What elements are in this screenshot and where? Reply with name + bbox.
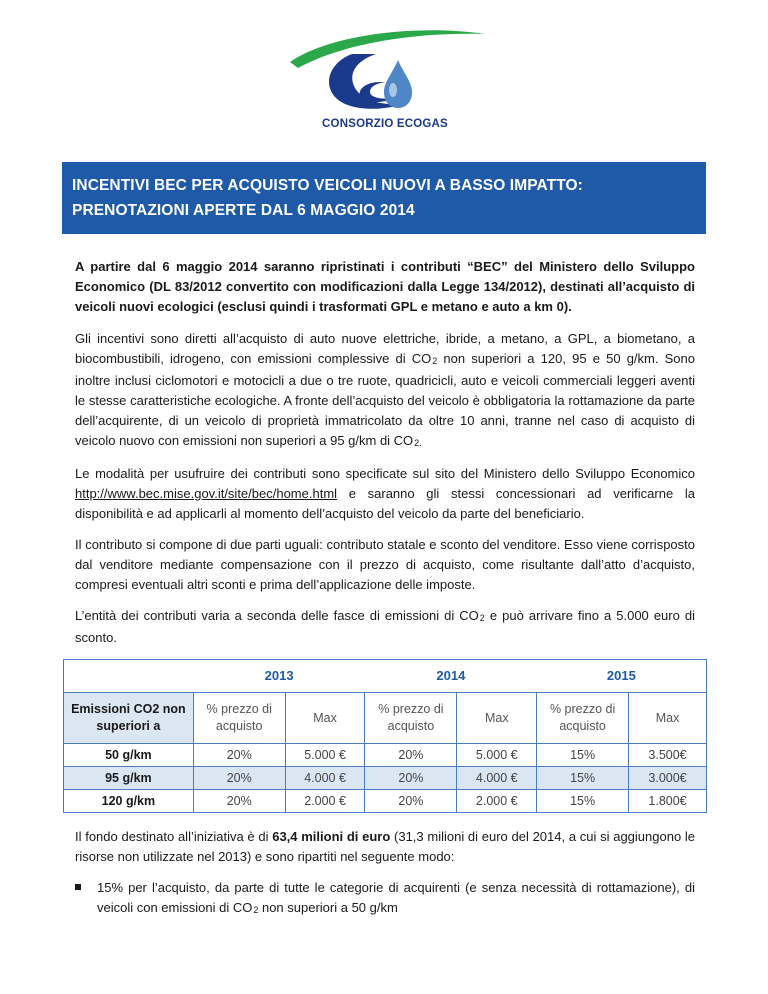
row-label: 95 g/km xyxy=(64,767,194,790)
logo-text: CONSORZIO ECOGAS xyxy=(322,118,448,130)
table-cell: 3.500€ xyxy=(629,744,707,767)
col-max-2015: Max xyxy=(629,693,707,744)
text-span: e saranno gli stessi concessionari ad verificarne la disponibilità e ad applicarli al momento dell’acquisto del veicolo da parte del beneficiario. xyxy=(75,486,695,521)
amount-paragraph xyxy=(75,606,695,648)
row-label: 50 g/km xyxy=(64,744,194,767)
incentives-paragraph xyxy=(75,329,695,453)
table-cell: 20% xyxy=(365,767,457,790)
fund-amount: 63,4 milioni di euro xyxy=(272,829,391,844)
text-span: L’entità dei contributi varia a seconda delle fasce di emissioni di CO xyxy=(75,608,479,623)
list-item xyxy=(75,878,695,920)
table-cell: 15% xyxy=(537,744,629,767)
col-pct-2015: % prezzo di acquisto xyxy=(537,693,629,744)
year-header-row xyxy=(64,660,707,693)
table-cell: 2.000 € xyxy=(285,790,365,813)
incentives-table xyxy=(63,659,707,813)
table-cell: 3.000€ xyxy=(629,767,707,790)
text-span: Il fondo destinato all’iniziativa è di xyxy=(75,829,273,844)
table-cell: 20% xyxy=(193,767,285,790)
column-header-row xyxy=(64,693,707,744)
page-title: INCENTIVI BEC PER ACQUISTO VEICOLI NUOVI A BASSO IMPATTO: PRENOTAZIONI APERTE DAL 6 MAGGIO 2014 xyxy=(72,177,583,219)
table-row xyxy=(64,767,707,790)
subscript: 2 xyxy=(479,613,485,623)
col-max-2013: Max xyxy=(285,693,365,744)
text-span: 15% per l’acquisto, da parte di tutte le categorie di acquirenti (e senza necessità di rottamazione), di veicoli con emissioni di CO xyxy=(97,880,695,915)
year-2014: 2014 xyxy=(365,660,537,693)
col-pct-2013: % prezzo di acquisto xyxy=(193,693,285,744)
col-pct-2014: % prezzo di acquisto xyxy=(365,693,457,744)
table-corner xyxy=(64,660,194,693)
table-row xyxy=(64,744,707,767)
subscript: 2 xyxy=(432,356,438,366)
year-2013: 2013 xyxy=(193,660,365,693)
bullet-square-icon xyxy=(75,884,81,890)
table-cell: 15% xyxy=(537,767,629,790)
table-cell: 20% xyxy=(193,790,285,813)
text-span: non superiori a 50 g/km xyxy=(258,900,398,915)
intro-paragraph: A partire dal 6 maggio 2014 saranno ripristinati i contributi “BEC” del Ministero dello Sviluppo Economico (DL 83/2012 convertito con modificazioni dalla Legge 134/2012), destinati all’acquisto di veicoli nuovi ecologici (esclusi quindi i trasformati GPL e metano e auto a km 0). xyxy=(75,259,695,314)
table-cell: 20% xyxy=(365,790,457,813)
table-cell: 5.000 € xyxy=(285,744,365,767)
table-cell: 4.000 € xyxy=(285,767,365,790)
year-2015: 2015 xyxy=(537,660,707,693)
row-header-label: Emissioni CO2 non superiori a xyxy=(64,693,194,744)
text-span: non superiori a 120, 95 e 50 g/km. Sono inoltre inclusi ciclomotori e motocicli a due o tre ruote, quadricicli, auto e veicoli commerciali leggeri aventi le stesse caratteristiche ecologiche. A fronte dell’acquisto del veicolo è obbligatoria la rottamazione da parte dell’acquirente, di un veicolo di proprietà immatricolato da oltre 10 anni, tranne nel caso di acquisto di veicolo nuovo con emissioni non superiori a 95 g/km di CO xyxy=(75,351,695,448)
article-body xyxy=(71,257,696,931)
table-cell: 2.000 € xyxy=(457,790,537,813)
logo xyxy=(270,20,500,136)
table-cell: 5.000 € xyxy=(457,744,537,767)
fund-paragraph xyxy=(75,827,695,867)
subscript: 2 xyxy=(253,905,259,915)
ministry-link[interactable]: http://www.bec.mise.gov.it/site/bec/home.html xyxy=(75,486,338,501)
text-span: (31,3 milioni di euro del 2014, a cui si aggiungono le risorse non utilizzate nel 2013) e sono ripartiti nel seguente modo: xyxy=(75,829,696,864)
table-row xyxy=(64,790,707,813)
table-cell: 15% xyxy=(537,790,629,813)
text-span: Gli incentivi sono diretti all’acquisto di auto nuove elettriche, ibride, a metano, a GPL, a biometano, a biocombustibili, idrogeno, con emissioni complessive di CO xyxy=(75,331,695,366)
table-cell: 20% xyxy=(365,744,457,767)
modalities-paragraph xyxy=(75,464,695,524)
title-banner xyxy=(62,162,706,234)
text-span: e può arrivare fino a 5.000 euro di sconto. xyxy=(75,608,695,645)
table-cell: 1.800€ xyxy=(629,790,707,813)
contribution-paragraph: Il contributo si compone di due parti uguali: contributo statale e sconto del venditore. Esso viene corrisposto dal venditore mediante compensazione con il prezzo di acquisto, come risultante dall’atto d’acquisto, compresi eventuali altri sconti e prima dell’applicazione delle imposte. xyxy=(75,537,695,592)
text-span: Le modalità per usufruire dei contributi sono specificate sul sito del Ministero dello Sviluppo Economico xyxy=(75,466,695,481)
subscript: 2. xyxy=(414,438,422,448)
table-cell: 4.000 € xyxy=(457,767,537,790)
row-label: 120 g/km xyxy=(64,790,194,813)
ecogas-logo-icon xyxy=(270,20,500,120)
col-max-2014: Max xyxy=(457,693,537,744)
table-cell: 20% xyxy=(193,744,285,767)
